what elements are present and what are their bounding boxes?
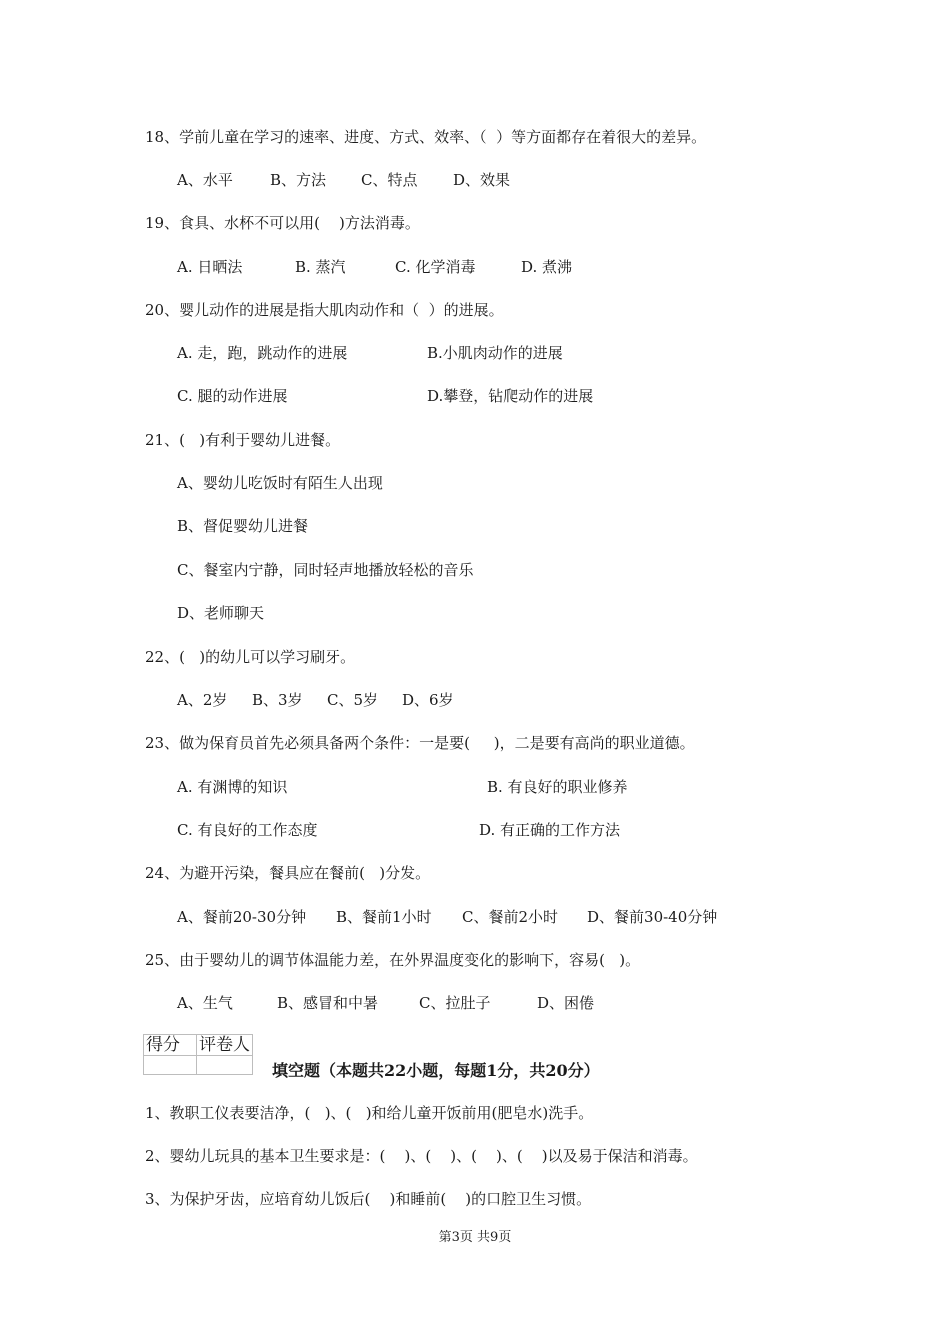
q20-option-a: A. 走，跑，跳动作的进展 (177, 344, 348, 362)
q24-option-c: C、餐前2小时 (462, 908, 559, 926)
q22-option-a: A、2岁 (177, 691, 228, 709)
q24-option-d: D、餐前30-40分钟 (587, 908, 718, 926)
q18-option-a: A、水平 (177, 171, 233, 189)
section-title: 填空题（本题共22小题，每题1分，共20分） (272, 1061, 600, 1080)
score-box (143, 1034, 253, 1075)
q22-option-b: B、3岁 (252, 691, 303, 709)
q21-option-a: A、婴幼儿吃饭时有陌生人出现 (177, 474, 383, 492)
q19-option-d: D. 煮沸 (521, 258, 573, 276)
q23-option-b: B. 有良好的职业修养 (487, 778, 628, 796)
q25-option-c: C、拉肚子 (419, 994, 491, 1012)
question-24-stem: 24、为避开污染，餐具应在餐前( )分发。 (145, 864, 431, 882)
q20-option-d: D.攀登，钻爬动作的进展 (427, 387, 594, 405)
q23-option-d: D. 有正确的工作方法 (479, 821, 621, 839)
q24-option-a: A、餐前20-30分钟 (177, 908, 307, 926)
fill-blank-2: 2、婴幼儿玩具的基本卫生要求是：( )、( )、( )、( )以及易于保洁和消毒。 (145, 1147, 698, 1165)
score-label: 得分 (144, 1035, 197, 1056)
question-23-stem: 23、做为保育员首先必须具备两个条件：一是要( )，二是要有高尚的职业道德。 (145, 734, 695, 752)
question-18-stem: 18、学前儿童在学习的速率、进度、方式、效率、（ ）等方面都存在着很大的差异。 (145, 128, 707, 146)
q22-option-c: C、5岁 (327, 691, 379, 709)
q18-option-b: B、方法 (270, 171, 327, 189)
q25-option-a: A、生气 (177, 994, 233, 1012)
q23-option-c: C. 有良好的工作态度 (177, 821, 318, 839)
q22-option-d: D、6岁 (402, 691, 454, 709)
question-22-stem: 22、( )的幼儿可以学习刷牙。 (145, 648, 356, 666)
q20-option-b: B.小肌肉动作的进展 (427, 344, 563, 362)
q25-option-d: D、困倦 (537, 994, 595, 1012)
q18-option-c: C、特点 (361, 171, 418, 189)
q19-option-b: B. 蒸汽 (295, 258, 346, 276)
fill-blank-1: 1、教职工仪表要洁净，( )、( )和给儿童开饭前用(肥皂水)洗手。 (145, 1104, 594, 1122)
fill-blank-3: 3、为保护牙齿，应培育幼儿饭后( )和睡前( )的口腔卫生习惯。 (145, 1190, 592, 1208)
q18-option-d: D、效果 (453, 171, 511, 189)
q19-option-c: C. 化学消毒 (395, 258, 476, 276)
question-25-stem: 25、由于婴幼儿的调节体温能力差，在外界温度变化的影响下，容易( )。 (145, 951, 641, 969)
question-20-stem: 20、婴儿动作的进展是指大肌肉动作和（ ）的进展。 (145, 301, 504, 319)
q19-option-a: A. 日晒法 (177, 258, 243, 276)
question-19-stem: 19、食具、水杯不可以用( )方法消毒。 (145, 214, 420, 232)
q25-option-b: B、感冒和中暑 (277, 994, 379, 1012)
grader-label: 评卷人 (197, 1035, 253, 1056)
q20-option-c: C. 腿的动作进展 (177, 387, 288, 405)
q21-option-b: B、督促婴幼儿进餐 (177, 517, 309, 535)
page-footer: 第3页 共9页 (438, 1230, 512, 1245)
score-cell (144, 1056, 197, 1075)
grader-cell (197, 1056, 253, 1075)
question-21-stem: 21、( )有利于婴幼儿进餐。 (145, 431, 341, 449)
q24-option-b: B、餐前1小时 (336, 908, 432, 926)
q21-option-c: C、餐室内宁静，同时轻声地播放轻松的音乐 (177, 561, 474, 579)
q21-option-d: D、老师聊天 (177, 604, 265, 622)
q23-option-a: A. 有渊博的知识 (177, 778, 288, 796)
